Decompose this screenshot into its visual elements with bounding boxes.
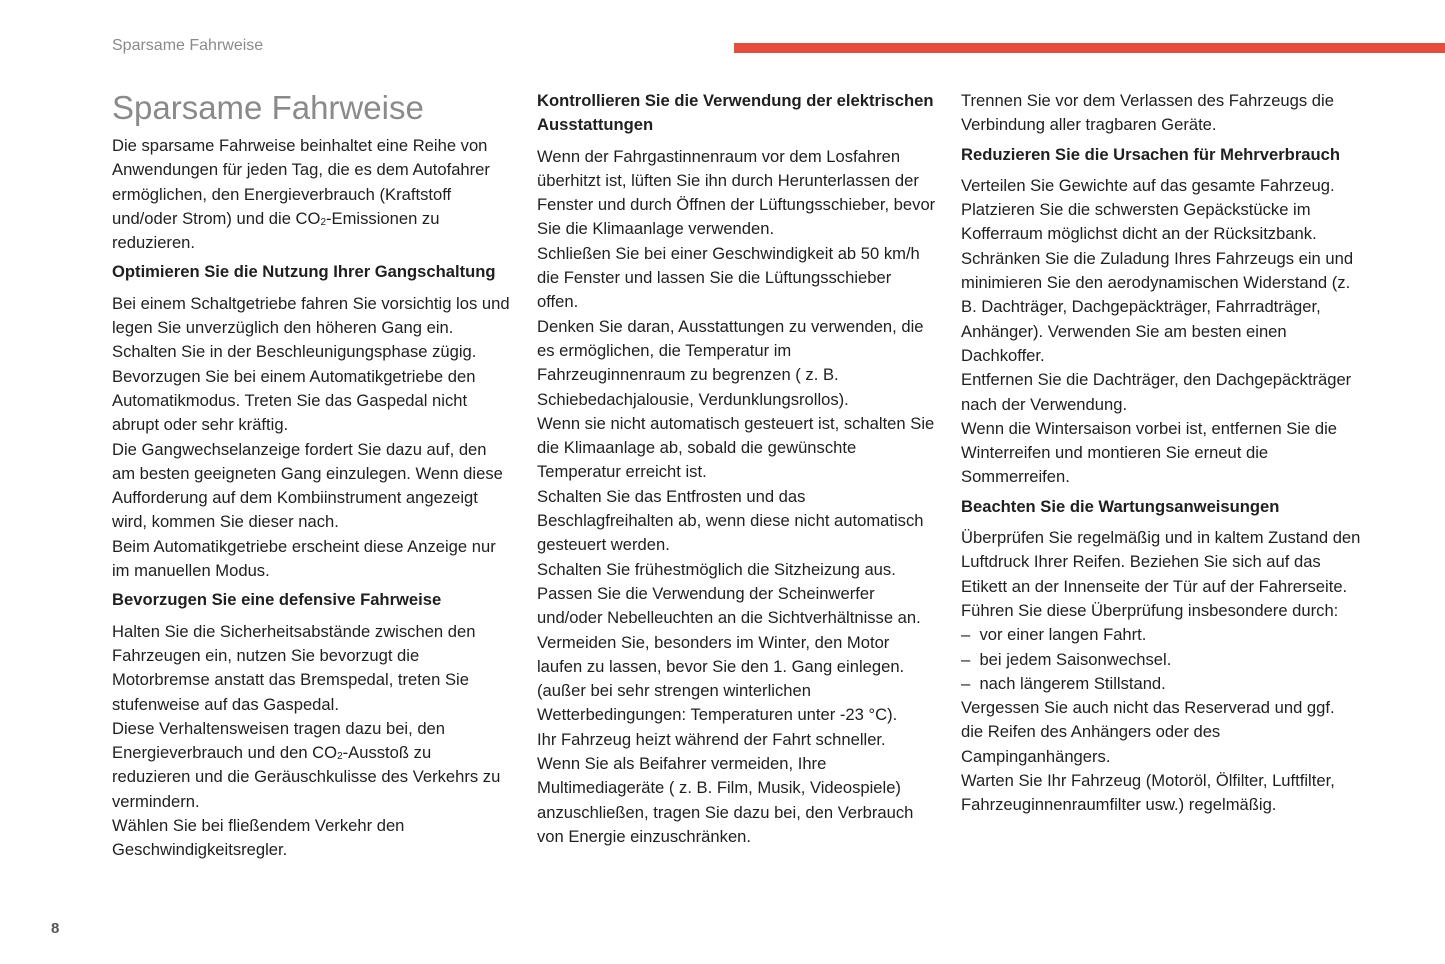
paragraph: Überprüfen Sie regelmäßig und in kaltem Zustand den Luftdruck Ihrer Reifen. Beziehen Sie sich auf das Etikett an der Innenseite der Tür auf der Fahrerseite. (961, 528, 1361, 596)
paragraph: Schränken Sie die Zuladung Ihres Fahrzeugs ein und minimieren Sie den aerodynamischen Widerstand (z. B. Dachträger, Dachgepäckträger, Fahrradträger, Anhänger). Verwenden Sie am besten einen Dachkoffer. (961, 248, 1354, 365)
paragraph: Trennen Sie vor dem Verlassen des Fahrzeugs die Verbindung aller tragbaren Geräte. (961, 91, 1334, 135)
list-item: – nach längerem Stillstand. (961, 672, 1361, 696)
paragraph: Passen Sie die Verwendung der Scheinwerfer und/oder Nebelleuchten an die Sichtverhältnisse an. (537, 583, 921, 628)
section-heading-wartungsanweisungen: Beachten Sie die Wartungsanweisungen (961, 496, 1280, 516)
intro-text: Die sparsame Fahrweise beinhaltet eine Reihe von Anwendungen für jeden Tag, die es dem Autofahrer ermöglichen, den Energieverbrauch (Kraftstoff und/oder Strom) und die CO (112, 136, 490, 228)
section-heading-gangschaltung: Optimieren Sie die Nutzung Ihrer Gangschaltung (112, 262, 496, 282)
paragraph: Halten Sie die Sicherheitsabstände zwischen den Fahrzeugen ein, nutzen Sie bevorzugt die Motorbremse anstatt das Bremspedal, treten Sie stufenweise auf das Gaspedal. (112, 621, 476, 714)
paragraph: Vergessen Sie auch nicht das Reserverad und ggf. die Reifen des Anhängers oder des Campinganhängers. (961, 698, 1335, 766)
header-accent-bar (734, 43, 1445, 53)
page-title: Sparsame Fahrweise (112, 89, 424, 126)
section-heading-elektrische-ausstattungen: Kontrollieren Sie die Verwendung der elektrischen Ausstattungen (537, 91, 934, 135)
paragraph: Bevorzugen Sie bei einem Automatikgetriebe den Automatikmodus. Treten Sie das Gaspedal nicht abrupt oder sehr kräftig. (112, 366, 476, 435)
running-header-title: Sparsame Fahrweise (112, 37, 264, 54)
paragraph (112, 717, 512, 814)
intro-text-end: -Emissionen zu reduzieren. (112, 208, 440, 253)
co2-subscript: 2 (320, 216, 327, 228)
paragraph: Entfernen Sie die Dachträger, den Dachgepäckträger nach der Verwendung. (961, 370, 1352, 414)
paragraph: Wenn der Fahrgastinnenraum vor dem Losfahren überhitzt ist, lüften Sie ihn durch Herunterlassen der Fenster und durch Öffnen der Lüftungsschieber, bevor Sie die Klimaanlage verwenden. (537, 146, 936, 239)
co2-subscript: 2 (337, 751, 343, 763)
column-3 (961, 88, 1361, 818)
section-heading-mehrverbrauch: Reduzieren Sie die Ursachen für Mehrverbrauch (961, 144, 1341, 164)
paragraph: Beim Automatikgetriebe erscheint diese Anzeige nur im manuellen Modus. (112, 536, 496, 581)
page-number: 8 (51, 920, 60, 937)
list-item: – vor einer langen Fahrt. (961, 623, 1361, 647)
paragraph-text: Diese Verhaltensweisen tragen dazu bei, den Energieverbrauch und den CO (112, 718, 446, 763)
paragraph: Schalten Sie frühestmöglich die Sitzheizung aus. (537, 559, 896, 579)
paragraph: Ihr Fahrzeug heizt während der Fahrt schneller. (537, 729, 886, 749)
list-item: – bei jedem Saisonwechsel. (961, 648, 1361, 672)
paragraph: Bei einem Schaltgetriebe fahren Sie vorsichtig los und legen Sie unverzüglich den höheren Gang ein. Schalten Sie in der Beschleunigungsphase zügig. (112, 293, 510, 362)
section-heading-defensive-fahrweise: Bevorzugen Sie eine defensive Fahrweise (112, 590, 442, 610)
column-2 (537, 88, 937, 849)
paragraph: Wenn Sie als Beifahrer vermeiden, Ihre Multimediageräte ( z. B. Film, Musik, Videospiele) anzuschließen, tragen Sie dazu bei, den Verbrauch von Energie einzuschränken. (537, 754, 914, 846)
paragraph: Denken Sie daran, Ausstattungen zu verwenden, die es ermöglichen, die Temperatur im Fahrzeuginnenraum zu begrenzen ( z. B. Schiebedachjalousie, Verdunklungsrollos). (537, 316, 924, 409)
paragraph: Schalten Sie das Entfrosten und das Beschlagfreihalten ab, wenn diese nicht automatisch gesteuert werden. (537, 486, 924, 555)
paragraph: Warten Sie Ihr Fahrzeug (Motoröl, Ölfilter, Luftfilter, Fahrzeuginnenraumfilter usw.) regelmäßig. (961, 771, 1335, 815)
paragraph: Verteilen Sie Gewichte auf das gesamte Fahrzeug. Platzieren Sie die schwersten Gepäckstücke im Kofferraum möglichst dicht an der Rücksitzbank. (961, 175, 1335, 244)
column-1 (112, 88, 512, 863)
paragraph-text-end: -Ausstoß zu reduzieren und die Geräuschkulisse des Verkehrs zu vermindern. (112, 743, 501, 811)
check-list (961, 623, 1361, 696)
paragraph: Wenn die Wintersaison vorbei ist, entfernen Sie die Winterreifen und montieren Sie erneut die Sommerreifen. (961, 418, 1338, 487)
paragraph: Die Gangwechselanzeige fordert Sie dazu auf, den am besten geeigneten Gang einzulegen. Wenn diese Aufforderung auf dem Kombiinstrument angezeigt wird, kommen Sie dieser nach. (112, 439, 503, 532)
paragraph: Wählen Sie bei fließendem Verkehr den Geschwindigkeitsregler. (112, 816, 405, 860)
intro-paragraph (112, 134, 512, 255)
paragraph: Vermeiden Sie, besonders im Winter, den Motor laufen zu lassen, bevor Sie den 1. Gang einlegen.(außer bei sehr strengen winterlichen Wetterbedingungen: Temperaturen unter -23 °C). (537, 632, 905, 725)
paragraph: Schließen Sie bei einer Geschwindigkeit ab 50 km/h die Fenster und lassen Sie die Lüftungsschieber offen. (537, 243, 920, 312)
paragraph: Führen Sie diese Überprüfung insbesondere durch: (961, 600, 1339, 620)
paragraph: Wenn sie nicht automatisch gesteuert ist, schalten Sie die Klimaanlage ab, sobald die gewünschte Temperatur erreicht ist. (537, 413, 935, 482)
